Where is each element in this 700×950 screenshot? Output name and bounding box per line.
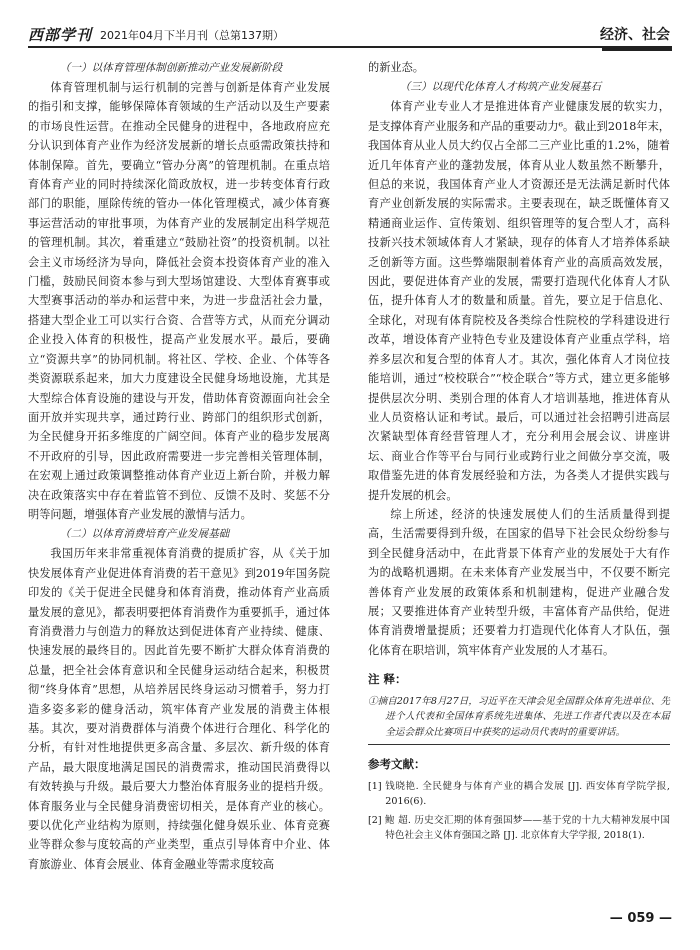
paragraph-continued: 的新业态。 bbox=[368, 61, 424, 74]
paragraph-1: 体育管理机制与运行机制的完善与创新是体育产业发展的指引和支撑，能够保障体育领域的生产活动以及生产要素的市场良性运营。在推动全民健身的进程中，各地政府应充分认识到体育产业作为经济发展新的增长点亟需政策扶持和体制保障。首先，要确立“管办分离”的管理机制。在重点培育体育产业的同时持续深化简政放权，进一步转变体育行政部门的职能，厘除传统的管办一体化管理模式，减少体育赛事运营活动的审批事项，为体育产业的发展制定出科学规范的管理机制。其次，着重建立“鼓励社资”的投资机制。以社会主义市场经济为导向，降低社会资本投资体育产业的准入门槛，鼓励民间资本参与到大型场馆建设、大型体育赛事或大型赛事活动的举办和运营中来，为进一步盘活社会力量，搭建大型企业工可以实行合资、合营等方式，从而充分调动企业投入体育的积极性，提高产业发展水平。最后，要确立“资源共享”的协同机制。将社区、学校、企业、个体等各类资源联系起来，加大力度建设全民健身场地设施，尤其是大型综合体育设施的建设与开发，借助体育资源面向社会全面开放并实现共享，通过跨行业、跨部门的组织形式创新，为全民健身开拓多维度的广阔空间。体育产业的稳步发展离不开政府的引导，因此政府需要进一步完善相关管理体制，在宏观上通过政策调整推动体育产业迈上新台阶，并极力解决在政策落实中存在着监管不到位、反馈不及时、奖惩不分明等问题，增强体育产业发展的激情与活力。 bbox=[28, 81, 330, 521]
journal-logo: 西部学刊 bbox=[28, 26, 93, 44]
left-column bbox=[28, 58, 330, 874]
paragraph-2: 我国历年来非常重视体育消费的提质扩容，从《关于加快发展体育产业促进体育消费的若干意见》到2019年国务院印发的《关于促进全民健身和体育消费，推动体育产业高质量发展的意见》，都表明要把体育消费作为重要抓手，通过体育消费潜力与创造力的释放达到促进体育产业持续、健康、快速发展的最终目的。因此首先要不断扩大群众体育消费的总量，把全社会体育意识和全民健身运动结合起来，积极贯彻“终身体育”思想，从培养居民终身运动习惯着手，努力打造多姿多彩的健身活动，筑牢体育产业发展的消费主体根基。其次，要对消费群体与消费个体进行合理化、科学化的分析，有针对性地提供更多高含量、多层次、新升级的体育产品，最大限度地满足国民的消费需求，推动国民消费得以有效转换与升级。最后要大力整治体育服务业的提档升级。体育服务业与全民健身消费密切相关，是体育产业的核心。要以优化产业结构为原则，持续强化健身娱乐业、体育竞赛业等群众参与度较高的产业类型，重点引导体育中介业、体育旅游业、体育会展业、体育金融业等需求度较高 bbox=[28, 547, 330, 871]
notes-title: 注 释： bbox=[368, 672, 407, 687]
page-header bbox=[28, 22, 672, 48]
reference-item: [2] 鲍 超. 历史交汇期的体育强国梦——基于党的十九大精神发展中国特色社会主义体育强国之路 [J]. 北京体育大学学报, 2018(1). bbox=[368, 814, 670, 841]
section-underline bbox=[602, 48, 672, 51]
page-number: — 059 — bbox=[609, 911, 672, 926]
subheading-1: （一）以体育管理体制创新推动产业发展新阶段 bbox=[59, 62, 283, 74]
section-title: 经济、社会 bbox=[600, 27, 670, 43]
paragraph-3: 体育产业专业人才是推进体育产业健康发展的软实力，是支撑体育产业服务和产品的重要动力⁶。截止到2018年末，我国体育从业人员大约仅占全部二三产业比重的1.2%，随着近几年体育产业的蓬勃发展，体育从业人数虽然不断攀升，但总的来说，我国体育产业人才资源还是无法满足新时代体育产业创新发展的实际需求。主要表现在，缺乏既懂体育又精通商业运作、宣传策划、组织管理等的复合型人才，高科技新兴技术领域体育人才紧缺，现存的体育人才培养体系缺乏创新等方面。这些弊端限制着体育产业的高质高效发展，因此，要促进体育产业的发展，需要打造现代化体育人才队伍，提升体育人才的数量和质量。首先，要立足于信息化、全球化，对现有体育院校及各类综合性院校的学科建设进行改革，增设体育产业特色专业及建设体育产业重点学科，培养多层次和复合型的体育人才。其次，强化体育人才岗位技能培训，通过“校校联合”“校企联合”等方式，建立更多能够提供层次分明、类别合理的体育人才培训基地，推进体育从业人员资格认证和考试。最后，可以通过社会招聘引进高层次紧缺型体育经营管理人才，充分利用会展会议、讲座讲坛、商业合作等平台与同行业或跨行业之间做分享交流，吸取借鉴先进的体育发展经验和方法，为各类人才提供实践与提升发展的机会。 bbox=[368, 100, 670, 502]
divider bbox=[368, 744, 670, 745]
subheading-2: （二）以体育消费培育产业发展基础 bbox=[59, 528, 230, 541]
issue-info: 2021年04月下半月刊（总第137期） bbox=[100, 29, 284, 42]
paragraph-4: 综上所述，经济的快速发展使人们的生活质量得到提高，生活需要得到升级，在国家的倡导下社会民众纷纷参与到全民健身活动中，在此背景下体育产业的发展处于大有作为的战略机遇期。在未来体育产业发展当中，不仅要不断完善体育产业发展的政策体系和机制建构，促进产业融合发展；又要推进体育产业转型升级，丰富体育产品供给，促进体育消费增量提质；还要着力打造现代化体育人才队伍，强化体育在职培训，筑牢体育产业发展的人才基石。 bbox=[368, 507, 670, 657]
subheading-3: （三）以现代化体育人才构筑产业发展基石 bbox=[399, 81, 602, 94]
references-title: 参考文献： bbox=[368, 757, 426, 772]
reference-item: [1] 钱晓艳. 全民健身与体育产业的耦合发展 [J]. 西安体育学院学报, 2016(6). bbox=[368, 780, 670, 807]
footnote-1: ①摘自2017年8月27日，习近平在天津会见全国群众体育先进单位、先进个人代表和全国体育系统先进集体、先进工作者代表以及在本届全运会群众比赛项目中获奖的运动员代表时的重要讲话。 bbox=[368, 695, 670, 738]
right-column bbox=[368, 58, 670, 847]
